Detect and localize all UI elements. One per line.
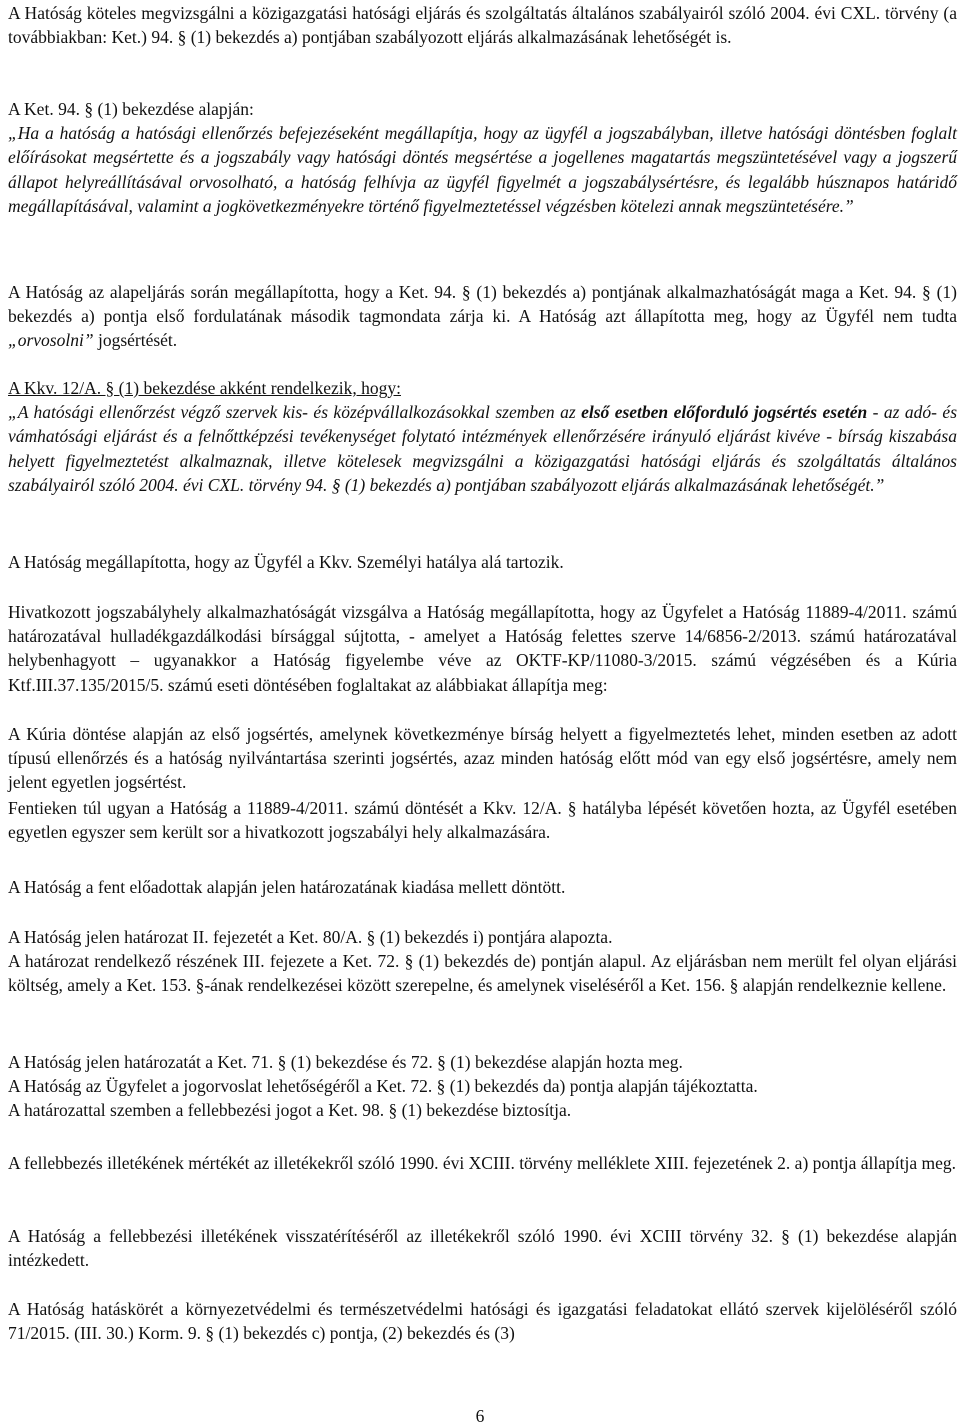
paragraph-fejezet-iii: A határozat rendelkező részének III. fejezete a Ket. 72. § (1) bekezdés de) pontján alapul. Az eljárásban nem merült fel olyan eljárási költség, amely a Ket. 153. §-ának rendelkezései között szerepelne, és amelynek viseléséről a Ket. 156. § alapján rendelkeznie kellene.: [8, 951, 957, 996]
kkv-12a-intro: A Kkv. 12/A. § (1) bekezdése akként rendelkezik, hogy:: [8, 378, 401, 398]
alapeljaras-end: jogsértését.: [97, 330, 178, 351]
paragraph-jogszabalyhely: Hivatkozott jogszabályhely alkalmazhatóságát vizsgálva a Hatóság megállapította, hogy az Ügyfelet a Hatóság 11889-4/2011. számú határozatával hulladékgazdálkodási bírsággal sújtotta, - amelyet a Hatóság felettes szerve 14/6856-2/2013. számú határozatával helybenhagyott – ugyanakkor a Hatóság figyelembe véve az OKTF-KP/11080-3/2015. számú végzésében és a Kúria Ktf.III.37.135/2015/5. számú eseti döntésében foglaltakat az alábbiakat állapítja meg:: [8, 602, 957, 695]
paragraph-alapeljaras: [8, 280, 957, 353]
paragraph-fentieken: Fentieken túl ugyan a Hatóság a 11889-4/2011. számú döntését a Kkv. 12/A. § hatályba lépését követően hozta, az Ügyfél esetében egyetlen egyszer sem került sor a hivatkozott jogszabályi hely alkalmazására.: [8, 798, 957, 843]
alapeljaras-text: A Hatóság az alapeljárás során megállapította, hogy a Ket. 94. § (1) bekezdés a) pontjának alkalmazhatóságát maga a Ket. 94. § (1) bekezdés a) pontja első fordulatának második tagmondata zárja ki. A Hatóság azt állapította meg, hogy az Ügyfél nem tudta: [8, 282, 957, 327]
kkv-quote-emphasis: első esetben előforduló jogsértés esetén: [581, 402, 868, 423]
paragraph-szemelyi-hataly: A Hatóság megállapította, hogy az Ügyfél a Kkv. Személyi hatálya alá tartozik.: [8, 552, 564, 572]
paragraph-illetek-visszaterites: A Hatóság a fellebbezési illetékének visszatérítéséről az illetékekről szóló 1990. évi XCIII törvény 32. § (1) bekezdése alapján intézkedett.: [8, 1226, 957, 1271]
paragraph-kkv-12a-block: [8, 376, 957, 497]
orvosolni-quote: „orvosolni”: [8, 330, 94, 351]
paragraph-fellebbezesi-jog: A határozattal szemben a fellebbezési jogot a Ket. 98. § (1) bekezdése biztosítja.: [8, 1100, 572, 1120]
paragraph-ket-94-check: A Hatóság köteles megvizsgálni a közigazgatási hatósági eljárás és szolgáltatás általános szabályairól szóló 2004. évi CXL. törvény (a továbbiakban: Ket.) 94. § (1) bekezdés a) pontjában szabályozott eljárás alkalmazásának lehetőségét is.: [8, 3, 957, 48]
ket-94-quote: „Ha a hatóság a hatósági ellenőrzés befejezéseként megállapítja, hogy az ügyfél a jogszabályban, illetve hatósági döntésben foglalt előírásokat megsértette és a jogszabály vagy hatósági döntés megsértése a jogellenes magatartás megszüntetésével vagy a jogszerű állapot helyreállításával orvosolható, a hatóság felhívja az ügyfél figyelmét a jogszabálysértésre, és legalább húsznapos határidő megállapításával, valamint a jogkövetkezményekre történő figyelmeztetéssel végzésben kötelezi annak megszüntetésére.”: [8, 123, 957, 216]
paragraph-kuria: A Kúria döntése alapján az első jogsértés, amelynek következménye bírság helyett a figyelmeztetés lehet, minden esetben az adott típusú ellenőrzés és a hatóság nyilvántartása szerinti jogsértés, azaz minden hatóság előtt mód van egy első jogsértésre, amely nem jelent egyetlen jogsértést.: [8, 724, 957, 793]
page-number: 6: [475, 1406, 485, 1426]
paragraph-dontes: A Hatóság a fent előadottak alapján jelen határozatának kiadása mellett döntött.: [8, 877, 566, 897]
kkv-quote-part-a: „A hatósági ellenőrzést végző szervek kis- és középvállalkozásokkal szemben az: [8, 402, 576, 423]
paragraph-jogorvoslat: A Hatóság az Ügyfelet a jogorvoslat lehetőségéről a Ket. 72. § (1) bekezdés da) pontja alapján tájékoztatta.: [8, 1076, 758, 1096]
kkv-quote-part-b: - az adó- és vámhatósági eljárást és a felnőttképzési tevékenységet folytató intézmények ellenőrzésére irányuló eljárást kivéve - bírság kiszabása helyett figyelmeztetést alkalmaznak, illetve kötelesek megvizsgálni a közigazgatási hatósági eljárás és szolgáltatás általános szabályairól szóló 2004. évi CXL. törvény 94. § (1) bekezdés a) pontjában szabályozott eljárás alkalmazásának lehetőségét.”: [8, 402, 957, 495]
paragraph-ket-71: A Hatóság jelen határozatát a Ket. 71. § (1) bekezdése és 72. § (1) bekezdése alapján hozta meg.: [8, 1052, 683, 1072]
paragraph-ket-94-quote-block: [8, 97, 957, 218]
kkv-12a-quote: [8, 400, 957, 497]
ket-94-intro: A Ket. 94. § (1) bekezdése alapján:: [8, 99, 254, 119]
paragraph-hataskor: A Hatóság hatáskörét a környezetvédelmi és természetvédelmi hatósági és igazgatási feladatokat ellátó szervek kijelöléséről szóló 71/2015. (III. 30.) Korm. 9. § (1) bekezdés c) pontja, (2) bekezdés és (3): [8, 1299, 957, 1344]
paragraph-fejezet-ii: A Hatóság jelen határozat II. fejezetét a Ket. 80/A. § (1) bekezdés i) pontjára alapozta.: [8, 927, 613, 947]
paragraph-illetek-mertek: A fellebbezés illetékének mértékét az illetékekről szóló 1990. évi XCIII. törvény melléklete XIII. fejezetének 2. a) pontja állapítja meg.: [8, 1153, 957, 1173]
